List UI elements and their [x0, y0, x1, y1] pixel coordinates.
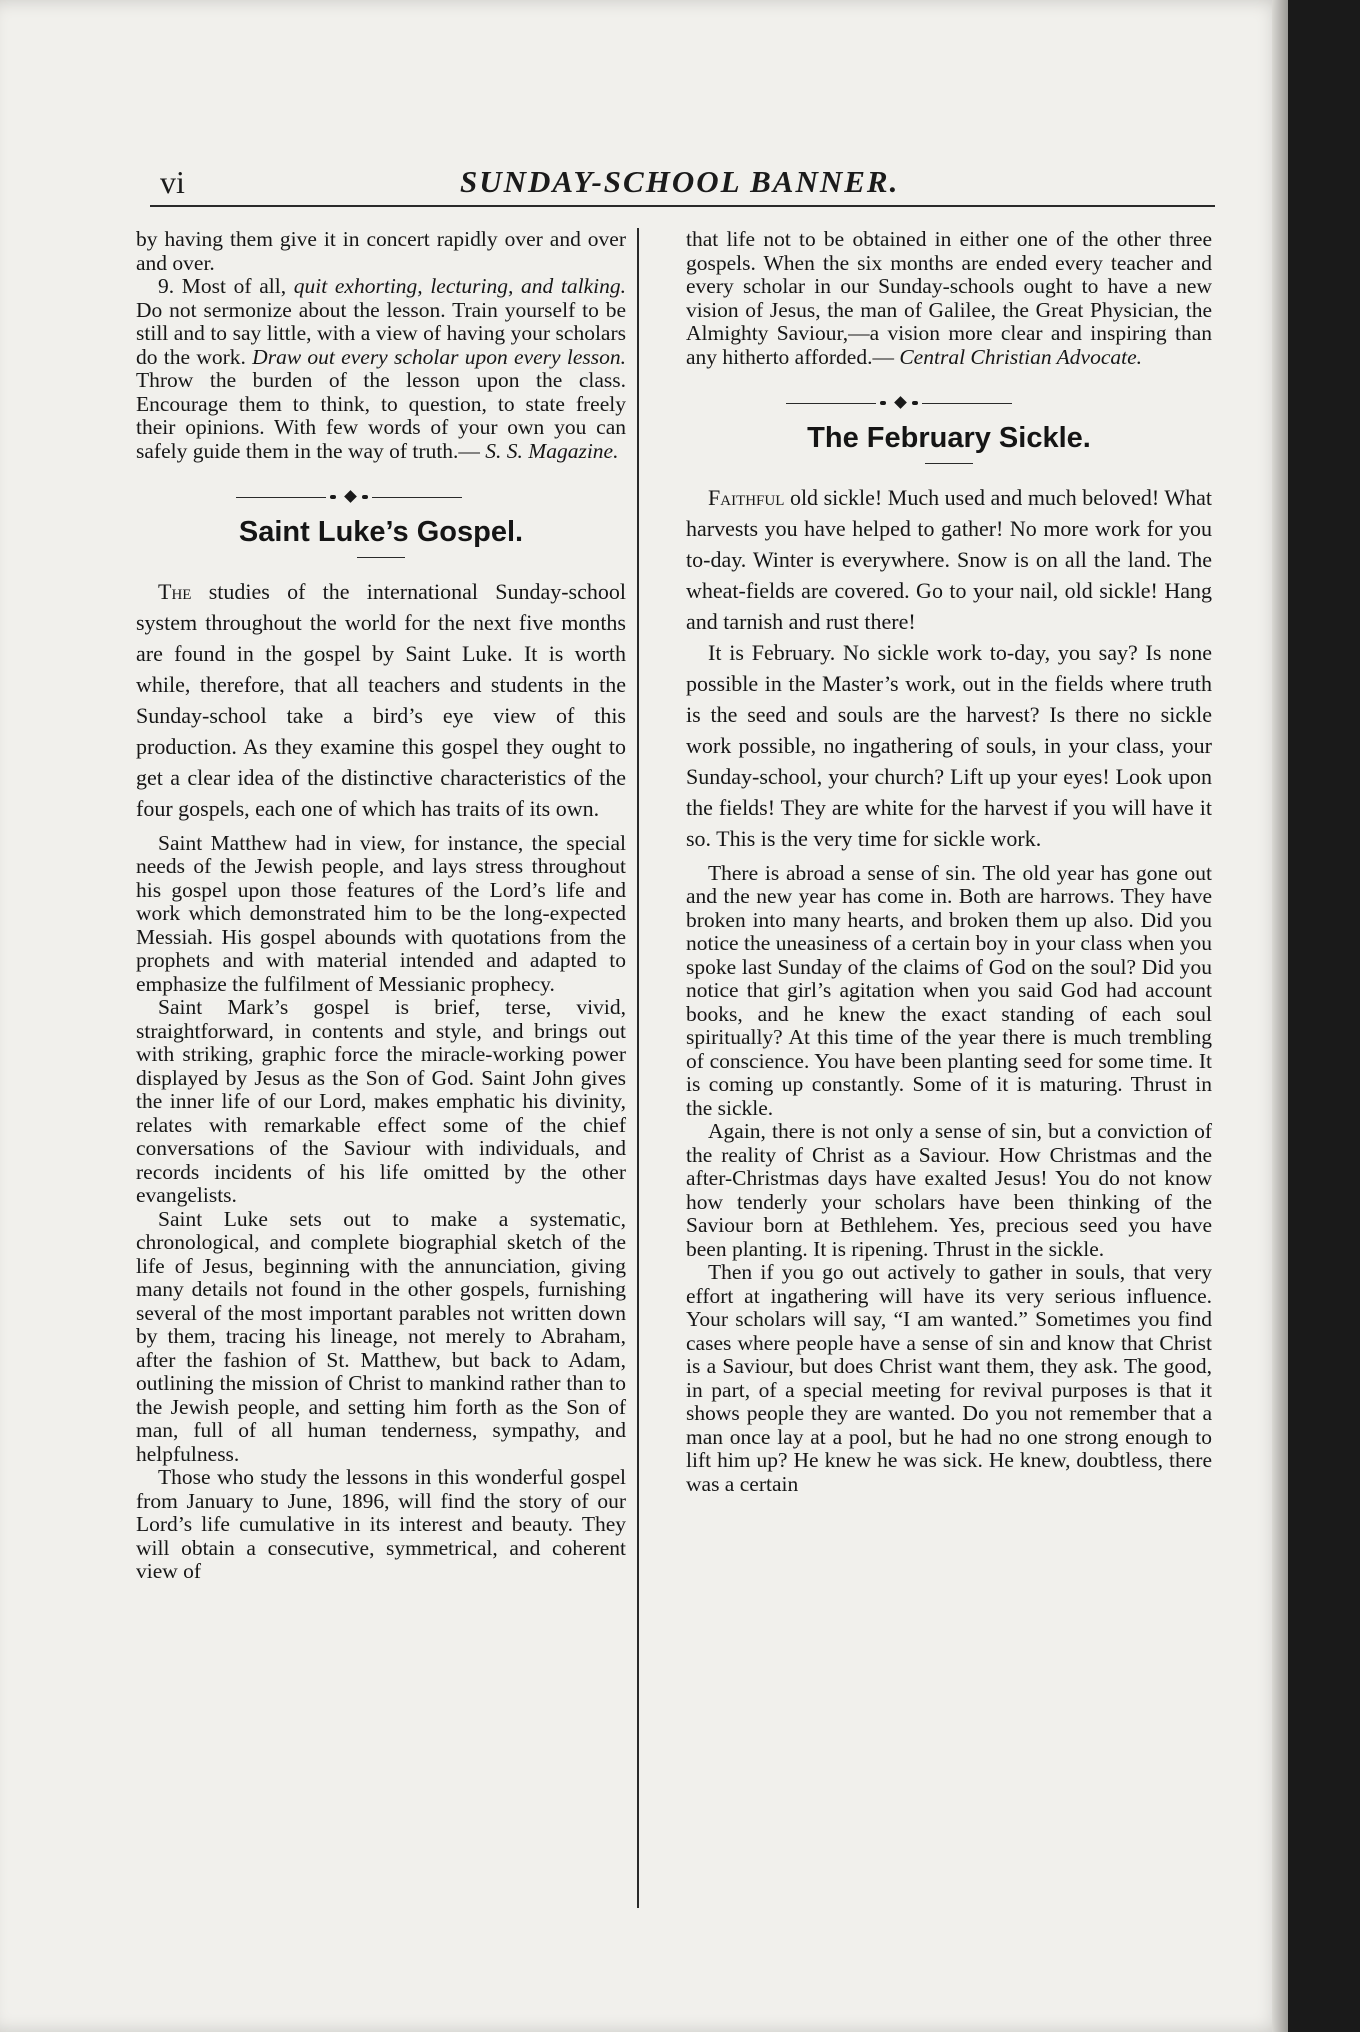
left-column [136, 228, 626, 1584]
section-title-saint-lukes-gospel: Saint Luke’s Gospel. [238, 516, 524, 548]
right-paragraph-6: Then if you go out actively to gather in souls, that very effort at ingathering will have its very serious influence. Your scholars will say, “I am wanted.” Sometimes you find cases where people have a sense of sin and know that Christ is a Saviour, but does Christ want them, they ask. The good, in part, of a special meeting for revival purposes is that it shows people they are wanted. Do you not remember that a man once lay at a pool, but he had no one strong enough to lift him up? He knew he was sick. He knew, doubtless, there was a certain [686, 1260, 1212, 1496]
title-rule [357, 557, 405, 558]
left-p3-lead: The [158, 578, 192, 604]
header-rule [150, 205, 1215, 207]
page-edge [1272, 0, 1288, 2032]
right-p2-body: old sickle! Much used and much beloved! What harvests you have helped to gather! No more work for you to-day. Winter is everywhere. Snow is on all the land. The wheat-fields are covered. Go to your nail, old sickle! Hang and tarnish and rust there! [686, 484, 1212, 634]
right-paragraph-1 [686, 228, 1212, 369]
right-paragraph-2 [686, 482, 1212, 637]
right-p1-body: that life not to be obtained in either one of the other three gospels. When the six months are ended every teacher and every scholar in our Sunday-schools ought to have a new vision of Jesus, the man of Galilee, the Great Physician, the Almighty Saviour,—a vision more clear and inspiring than any hitherto afforded.— [686, 227, 1212, 369]
left-p2-lead: 9. Most of all, [158, 274, 294, 298]
left-p3-body: studies of the international Sunday-school system throughout the world for the next five months are found in the gospel by Saint Luke. It is worth while, therefore, that all teachers and students in the Sunday-school take a bird’s eye view of this production. As they examine this gospel they ought to get a clear idea of the distinctive characteristics of the four gospels, each one of which has traits of its own. [136, 578, 626, 821]
right-paragraph-4: There is abroad a sense of sin. The old year has gone out and the new year has come in. Both are harrows. They have broken into many hearts, and broken them up also. Did you notice the uneasiness of a certain boy in your class when you spoke last Sunday of the claims of God on the soul? Did you notice that girl’s agitation when you said God had account books, and he knew the exact standing of each soul spiritually? At this time of the year there is much trembling of conscience. You have been planting seed for some time. It is coming up constantly. Some of it is maturing. Thrust in the sickle. [686, 860, 1212, 1120]
right-paragraph-5: Again, there is not only a sense of sin, but a conviction of the reality of Christ as a Saviour. How Christmas and the after-Christmas days have exalted Jesus! You do not know how tenderly your scholars have been thinking of the Saviour born at Bethlehem. Yes, precious seed you have been planting. It is ripening. Thrust in the sickle. [686, 1119, 1212, 1261]
page-header [160, 160, 1220, 208]
left-paragraph-6: Saint Luke sets out to make a systematic, chronological, and complete biographial sketch of the life of Jesus, beginning with the annunciation, giving many details not found in the other gospels, furnishing several of the most important parables not written down by them, tracing his lineage, not merely to Abraham, after the fashion of St. Matthew, but back to Adam, outlining the mission of Christ to mankind rather than to the Jewish people, and setting him forth as the Son of man, full of all human tenderness, sympathy, and helpfulness. [136, 1206, 626, 1466]
ornament-divider-right [686, 391, 1212, 417]
column-divider [637, 228, 639, 1908]
loose-block-right [686, 482, 1212, 854]
left-p2-rest: Throw the burden of the lesson upon the class. Encourage them to think, to question, to state freely their opinions. With few words of your own you can safely guide them in the way of truth.— [136, 368, 626, 463]
title-rule-right [925, 463, 973, 464]
left-paragraph-3 [136, 576, 626, 824]
left-paragraph-4: Saint Matthew had in view, for instance, the special needs of the Jewish people, and lays stress throughout his gospel upon those features of the Lord’s life and work which demonstrated him to be the long-expected Messiah. His gospel abounds with quotations from the prophets and with material intended and adapted to emphasize the fulfilment of Messianic prophecy. [136, 830, 626, 996]
running-title: SUNDAY-SCHOOL BANNER. [460, 164, 900, 199]
left-paragraph-1: by having them give it in concert rapidly over and over and over. [136, 227, 626, 275]
left-p2-source: S. S. Magazine. [485, 438, 619, 463]
left-p2-emphasis-2: Draw out every scholar upon every lesson. [252, 344, 626, 369]
loose-block [136, 576, 626, 824]
page-number: vi [160, 164, 185, 200]
section-title-february-sickle: The February Sickle. [807, 422, 1091, 454]
right-column [686, 228, 1212, 1496]
left-paragraph-5: Saint Mark’s gospel is brief, terse, vivid, straightforward, in contents and style, and brings out with striking, graphic force the miracle-working power displayed by Jesus as the Son of God. Saint John gives the inner life of our Lord, makes emphatic his divinity, relates with remarkable effect some of the chief conversations of the Saviour with individuals, and records incidents of his life omitted by the other evangelists. [136, 995, 626, 1207]
left-p2-mid: Do not sermonize about the lesson. Train yourself to be still and to say little, with a view of having your scholars do the work. [136, 297, 626, 369]
right-p2-lead: Faithful [708, 484, 785, 510]
left-paragraph-2 [136, 275, 626, 463]
left-p2-emphasis: quit exhorting, lecturing, and talking. [293, 274, 627, 298]
ornament-divider-left [136, 485, 626, 511]
left-paragraph-7: Those who study the lessons in this wonderful gospel from January to June, 1896, will find the story of our Lord’s life cumulative in its interest and beauty. They will obtain a consecutive, symmetrical, and coherent view of [136, 1465, 626, 1583]
right-p1-source: Central Christian Advocate. [899, 344, 1143, 369]
right-paragraph-3: It is February. No sickle work to-day, you say? Is none possible in the Master’s work, out in the fields where truth is the seed and souls are the harvest? Is there no sickle work possible, no ingathering of souls, in your class, your Sunday-school, your church? Lift up your eyes! Look upon the fields! They are white for the harvest if you will have it so. This is the very time for sickle work. [686, 639, 1212, 851]
